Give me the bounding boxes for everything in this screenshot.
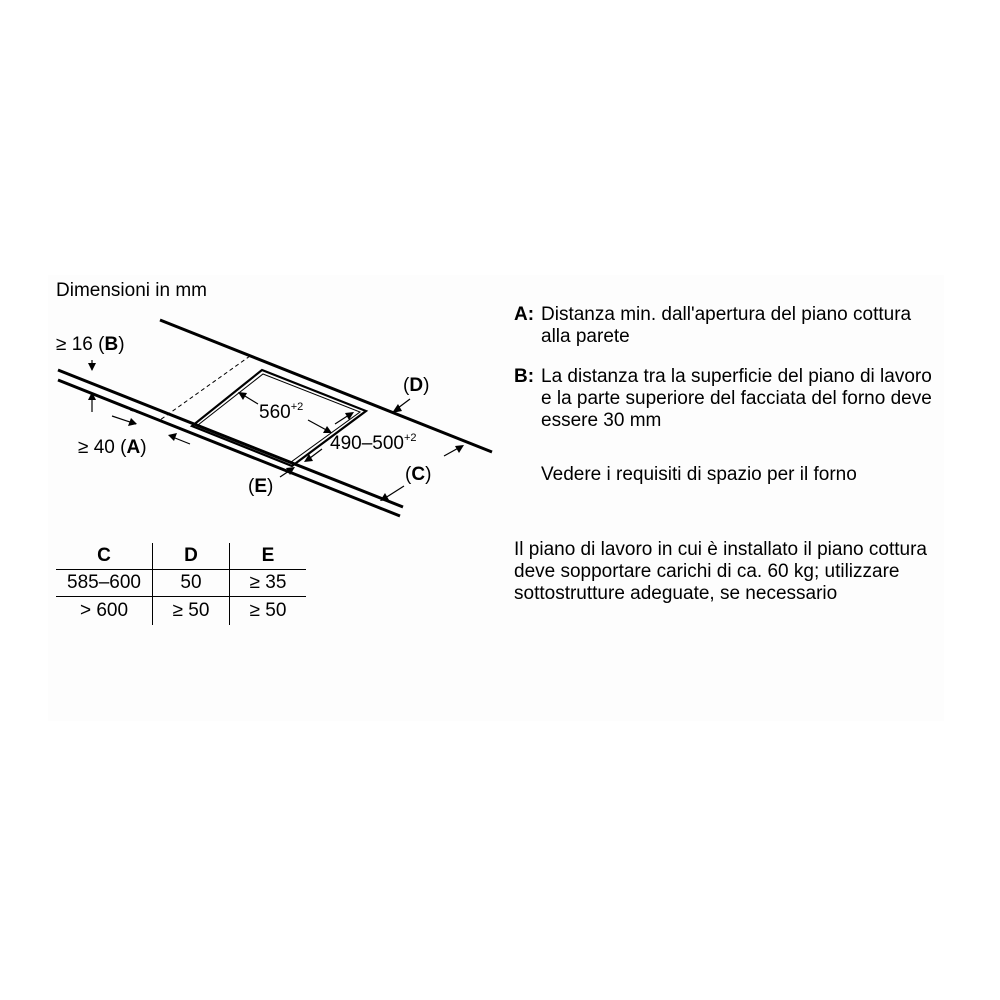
label-depth: $490-500^{+2}$ (330, 432, 417, 454)
note-a-text: Distanza min. dall'apertura del piano cottura alla parete (541, 304, 912, 347)
table-row (56, 597, 306, 626)
label-b: ≥ 16 (B) (56, 334, 125, 355)
label-d: (D) (403, 375, 430, 396)
page-title: Dimensioni in mm (56, 280, 207, 301)
dim-b-arrow-top (88, 363, 96, 371)
table-cell: ≥ 50 (230, 597, 307, 626)
table-header-c: C (97, 545, 111, 566)
table-cell: ≥ 50 (153, 597, 230, 626)
note-oven: Vedere i requisiti di spazio per il forno (541, 464, 857, 485)
table-row (56, 570, 306, 597)
table-header-row (56, 543, 306, 570)
note-b-text: La distanza tra la superficie del piano di lavoro e la parte superiore del facciata del forno deve essere 30 mm (541, 366, 932, 431)
table-cell: ≥ 35 (230, 570, 307, 597)
legend-notes (514, 304, 944, 486)
note-b (514, 366, 944, 432)
table-cell: 50 (153, 570, 230, 597)
note-a-key: A: (514, 304, 535, 325)
table-cell: 585–600 (56, 570, 153, 597)
table-header-e: E (230, 543, 307, 570)
dim-d-leader (398, 399, 410, 408)
dim-a-arrow (168, 433, 177, 441)
dim-d-arrow (392, 404, 402, 413)
label-a: ≥ 40 (A) (78, 437, 147, 458)
table-cell: > 600 (79, 600, 129, 621)
clearance-table (56, 543, 306, 625)
label-c: (C) (405, 464, 432, 485)
load-note: Il piano di lavoro in cui è installato il piano cottura deve sopportare carichi di ca. 60 kg; utilizzare sottostrutture adeguate, se necessario (514, 539, 927, 604)
dashed-reference-line (160, 356, 250, 420)
label-e: (E) (248, 476, 274, 497)
note-a (514, 304, 944, 348)
label-width: $560^{+2}$ (259, 401, 304, 423)
table-header-d: D (153, 543, 230, 570)
note-b-key: B: (514, 366, 535, 387)
